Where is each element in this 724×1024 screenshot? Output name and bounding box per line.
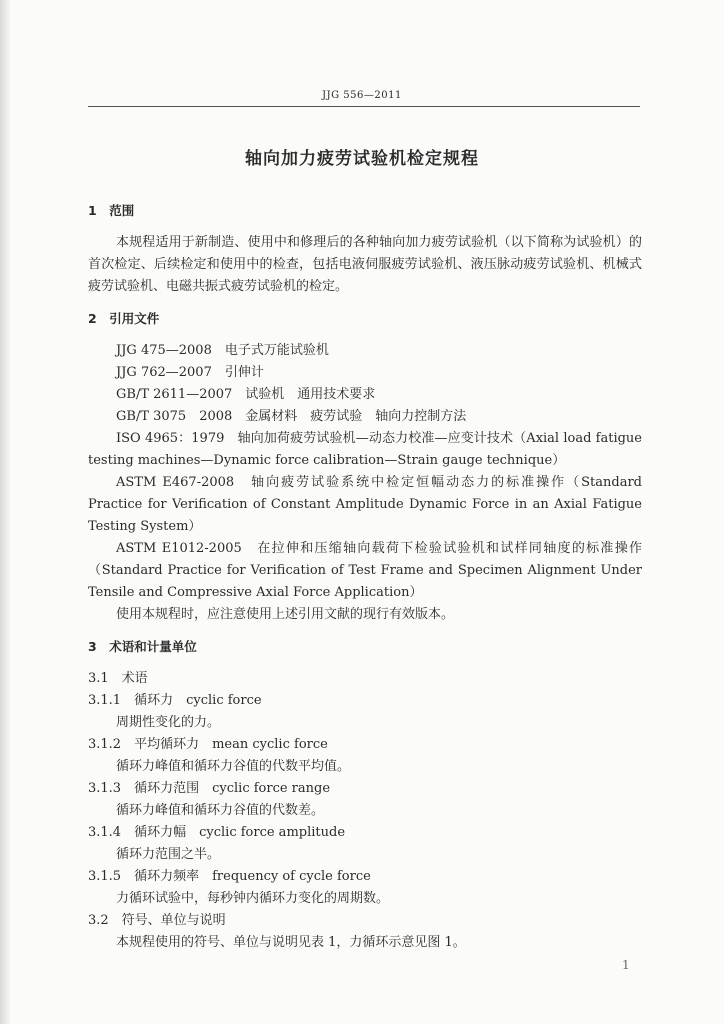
reference-item: JJG 762—2007 引伸计 <box>116 365 264 380</box>
term-definition: 周期性变化的力。 <box>116 715 221 730</box>
reference-item: JJG 475—2008 电子式万能试验机 <box>116 343 329 358</box>
page-header-code: JJG 556—2011 <box>322 90 402 101</box>
term-heading <box>88 866 642 888</box>
reference-note: 使用本规程时，应注意使用上述引用文献的现行有效版本。 <box>116 607 455 622</box>
document-body <box>88 200 642 954</box>
section-1-heading: 1 范围 <box>88 203 135 218</box>
term-label: 循环力 cyclic force <box>134 693 262 708</box>
term-label: 循环力幅 cyclic force amplitude <box>134 825 346 840</box>
subsection-3-1-heading: 3.1 术语 <box>88 671 148 686</box>
header-rule <box>88 106 640 107</box>
reference-item: GB/T 2611—2007 试验机 通用技术要求 <box>116 387 376 402</box>
subsection-3-2-heading: 3.2 符号、单位与说明 <box>88 913 226 928</box>
term-heading <box>88 734 642 756</box>
term-id: 3.1.4 <box>88 825 122 840</box>
term-id: 3.1.1 <box>88 693 122 708</box>
section-1-text: 本规程适用于新制造、使用中和修理后的各种轴向加力疲劳试验机（以下简称为试验机）的首次检定、后续检定和使用中的检查，包括电液伺服疲劳试验机、液压脉动疲劳试验机、机械式疲劳试验机、电磁共振式疲劳试验机的检定。 <box>88 235 642 294</box>
term-heading <box>88 778 642 800</box>
term-definition: 循环力范围之半。 <box>116 847 221 862</box>
section-3-heading: 3 术语和计量单位 <box>88 639 197 654</box>
term-label: 平均循环力 mean cyclic force <box>134 737 328 752</box>
subsection-3-2-text: 本规程使用的符号、单位与说明见表 1，力循环示意见图 1。 <box>116 935 466 950</box>
reference-item-astm-e1012: ASTM E1012-2005 在拉伸和压缩轴向载荷下检验试验机和试样同轴度的标准操作（Standard Practice for Verification of Test Frame and Specimen Alignment Under Tensile and Compressive Axial Force Application） <box>88 541 643 600</box>
reference-item-iso: ISO 4965：1979 轴向加荷疲劳试验机—动态力校准—应变计技术（Axial load fatigue testing machines—Dynamic force calibration—Strain gauge technique） <box>88 431 642 468</box>
term-id: 3.1.3 <box>88 781 122 796</box>
reference-item: GB/T 3075 2008 金属材料 疲劳试验 轴向力控制方法 <box>116 409 467 424</box>
document-title: 轴向加力疲劳试验机检定规程 <box>245 149 479 169</box>
term-label: 循环力频率 frequency of cycle force <box>134 869 371 884</box>
term-definition: 循环力峰值和循环力谷值的代数差。 <box>116 803 325 818</box>
term-definition: 循环力峰值和循环力谷值的代数平均值。 <box>116 759 351 774</box>
term-heading <box>88 690 642 712</box>
section-2-heading: 2 引用文件 <box>88 311 160 326</box>
term-heading <box>88 822 642 844</box>
page-number: 1 <box>622 958 630 972</box>
term-id: 3.1.2 <box>88 737 122 752</box>
term-definition: 力循环试验中，每秒钟内循环力变化的周期数。 <box>116 891 390 906</box>
term-id: 3.1.5 <box>88 869 122 884</box>
reference-item-astm-e467: ASTM E467-2008 轴向疲劳试验系统中检定恒幅动态力的标准操作（Standard Practice for Verification of Constant Amplitude Dynamic Force in an Axial Fatigue Testing System） <box>88 475 642 534</box>
term-label: 循环力范围 cyclic force range <box>134 781 331 796</box>
